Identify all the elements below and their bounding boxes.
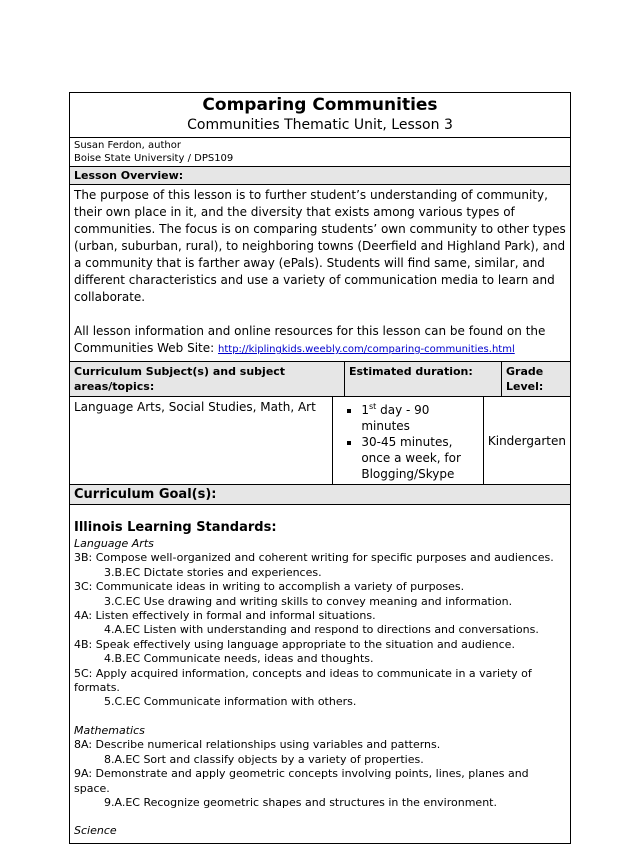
author-name: Susan Ferdon, author: [74, 140, 181, 151]
standard-line: 9A: Demonstrate and apply geometric concepts involving points, lines, planes and space.: [74, 767, 529, 795]
duration-list: [337, 399, 479, 482]
duration-item: ▪ 1st day - 90 minutes: [361, 399, 479, 434]
curriculum-table-header: [70, 361, 570, 396]
duration-cell: [333, 397, 484, 484]
standards-title: Illinois Learning Standards:: [74, 520, 277, 535]
document-subtitle: Communities Thematic Unit, Lesson 3: [187, 117, 453, 133]
duration-header: Estimated duration:: [345, 362, 502, 396]
grade-header: Grade Level:: [502, 362, 570, 396]
standard-line: 3C: Communicate ideas in writing to accomplish a variety of purposes.: [74, 580, 465, 594]
standard-line: 3.C.EC Use drawing and writing skills to convey meaning and information.: [104, 594, 513, 608]
science-heading: Science: [74, 824, 117, 838]
standard-line: 4B: Speak effectively using language appropriate to the situation and audience.: [74, 637, 515, 651]
standard-line: 8.A.EC Sort and classify objects by a variety of properties.: [104, 752, 424, 766]
resources-text: All lesson information and online resources for this lesson can be found on the Communities Web Site:: [74, 324, 546, 355]
curriculum-goals-label: Curriculum Goal(s):: [70, 484, 570, 504]
standard-line: 5.C.EC Communicate information with others.: [104, 695, 357, 709]
communities-website-link[interactable]: http://kiplingkids.weebly.com/comparing-communities.html: [218, 344, 515, 355]
author-affiliation: Boise State University / DPS109: [74, 153, 234, 164]
resources-paragraph: [74, 323, 566, 358]
standard-line: 4.B.EC Communicate needs, ideas and thoughts.: [104, 652, 374, 666]
mathematics-heading: Mathematics: [74, 723, 145, 737]
grade-cell: Kindergarten: [487, 433, 566, 448]
standard-line: 9.A.EC Recognize geometric shapes and structures in the environment.: [104, 795, 497, 809]
lesson-overview: [70, 184, 570, 361]
standard-line: 5C: Apply acquired information, concepts and ideas to communicate in a variety of formats.: [74, 666, 532, 695]
standard-line: 4.A.EC Listen with understanding and respond to directions and conversations.: [104, 623, 539, 637]
lesson-plan-document: [69, 92, 571, 844]
lesson-overview-label: Lesson Overview:: [70, 166, 570, 184]
standard-line: 4A: Listen effectively in formal and informal situations.: [74, 609, 376, 623]
duration-item: ▪ 30-45 minutes, once a week, for Blogging/Skype: [361, 434, 479, 482]
mathematics-list: [74, 738, 566, 810]
subjects-cell: Language Arts, Social Studies, Math, Art: [70, 397, 333, 484]
document-title: Comparing Communities: [202, 95, 438, 115]
overview-paragraph: The purpose of this lesson is to further student’s understanding of community, their own place in it, and the diversity that exists among various types of communities. The focus is on comparing students’ own community to other types (urban, suburban, rural), to neighboring towns (Deerfield and Highland Park), and a community that is farther away (ePals). Students will find same, similar, and different characteristics and use a variety of communication media to learn and collaborate.: [74, 188, 566, 304]
standards-section: [70, 504, 570, 843]
document-header: [70, 93, 570, 137]
standard-line: 3.B.EC Dictate stories and experiences.: [104, 565, 322, 579]
subjects-header: Curriculum Subject(s) and subject areas/topics:: [70, 362, 345, 396]
language-arts-list: [74, 551, 566, 709]
standard-line: 3B: Compose well-organized and coherent writing for specific purposes and audiences.: [74, 551, 554, 565]
standard-line: 8A: Describe numerical relationships using variables and patterns.: [74, 738, 441, 752]
language-arts-heading: Language Arts: [74, 537, 154, 550]
curriculum-table-row: [70, 396, 570, 484]
author-block: [70, 137, 570, 166]
